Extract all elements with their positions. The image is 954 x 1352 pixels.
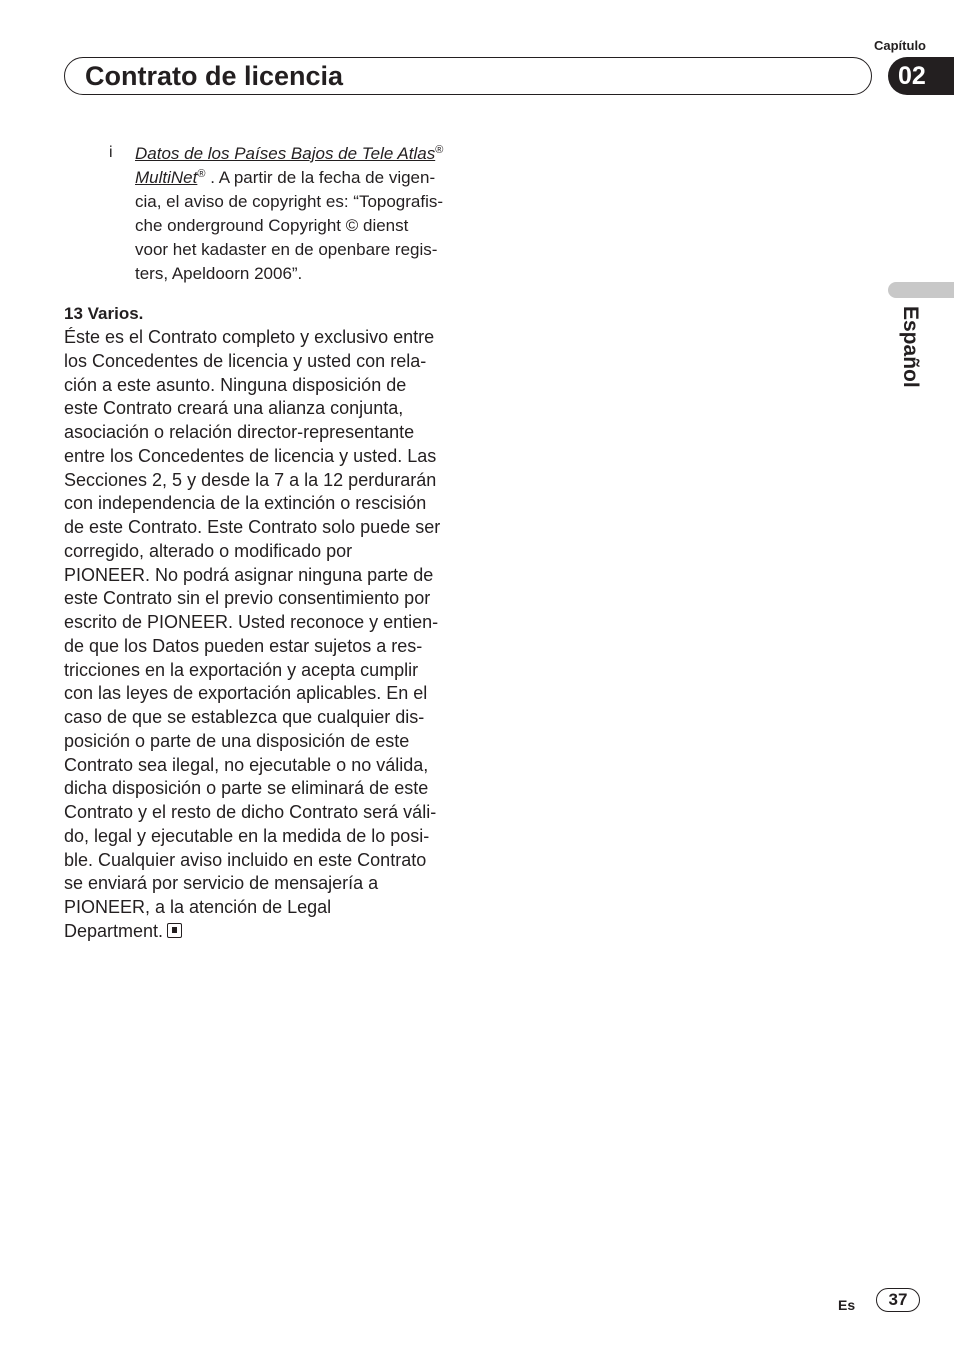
section-heading: 13 Varios. bbox=[64, 304, 144, 323]
body-line: corregido, alterado o modificado por bbox=[64, 540, 353, 561]
body-line: ble. Cualquier aviso incluido en este Contrato bbox=[64, 849, 427, 870]
body-line: de este Contrato. Este Contrato solo puede ser bbox=[64, 517, 441, 537]
page-number: 37 bbox=[876, 1288, 920, 1312]
body-line: Department. bbox=[64, 920, 164, 941]
body-line: entre los Concedentes de licencia y usted. Las bbox=[64, 445, 437, 466]
registered-mark: ® bbox=[435, 144, 444, 156]
bullet-line: . A partir de la fecha de vigen- bbox=[210, 168, 436, 187]
end-mark-icon bbox=[167, 923, 182, 938]
body-line: Contrato y el resto de dicho Contrato será váli- bbox=[64, 802, 437, 822]
bullet-line: che onderground Copyright © dienst bbox=[135, 216, 409, 235]
page-title: Contrato de licencia bbox=[85, 61, 344, 91]
bullet-line: voor het kadaster en de openbare regis- bbox=[135, 240, 438, 259]
language-label: Español bbox=[899, 306, 922, 388]
body-line: escrito de PIONEER. Usted reconoce y entien- bbox=[64, 612, 439, 632]
chapter-badge bbox=[888, 57, 954, 95]
link-tele-atlas[interactable]: Datos de los Países Bajos de Tele Atlas bbox=[135, 144, 436, 163]
body-line: caso de que se establezca que cualquier dis- bbox=[64, 707, 425, 727]
body-line: posición o parte de una disposición de este bbox=[64, 730, 410, 751]
bullet-line: cia, el aviso de copyright es: “Topografis- bbox=[135, 192, 444, 211]
body-line: este Contrato sin el previo consentimiento por bbox=[64, 588, 431, 609]
body-line: Secciones 2, 5 y desde la 7 a la 12 perdurarán bbox=[64, 469, 437, 490]
body-line: con las leyes de exportación aplicables. En el bbox=[64, 683, 428, 704]
chapter-number: 02 bbox=[898, 62, 926, 90]
body-line: PIONEER, a la atención de Legal bbox=[64, 897, 332, 917]
language-code: Es bbox=[838, 1297, 856, 1313]
body-line: PIONEER. No podrá asignar ninguna parte de bbox=[64, 564, 434, 585]
link-multinet[interactable]: MultiNet bbox=[135, 168, 198, 187]
bullet-text bbox=[135, 142, 457, 286]
language-tab bbox=[888, 282, 954, 298]
body-line: asociación o relación director-representante bbox=[64, 422, 415, 442]
section-body bbox=[64, 326, 454, 944]
body-line: los Concedentes de licencia y usted con rela- bbox=[64, 350, 427, 371]
bullet-marker: i bbox=[109, 144, 113, 161]
body-line: do, legal y ejecutable en la medida de lo posi- bbox=[64, 825, 430, 846]
body-line: Éste es el Contrato completo y exclusivo entre bbox=[64, 327, 435, 347]
chapter-label: Capítulo bbox=[874, 38, 926, 53]
body-line: con independencia de la extinción o rescisión bbox=[64, 493, 427, 514]
body-line: tricciones en la exportación y acepta cumplir bbox=[64, 659, 419, 680]
title-bar bbox=[64, 57, 872, 95]
body-line: este Contrato creará una alianza conjunta, bbox=[64, 398, 404, 419]
body-line: se enviará por servicio de mensajería a bbox=[64, 873, 379, 894]
body-line: Contrato sea ilegal, no ejecutable o no válida, bbox=[64, 754, 429, 775]
body-line: ción a este asunto. Ninguna disposición de bbox=[64, 374, 407, 395]
bullet-line: ters, Apeldoorn 2006”. bbox=[135, 264, 303, 283]
body-line: dicha disposición o parte se eliminará de este bbox=[64, 778, 429, 799]
body-line: de que los Datos pueden estar sujetos a res- bbox=[64, 635, 423, 656]
registered-mark: ® bbox=[197, 168, 206, 180]
